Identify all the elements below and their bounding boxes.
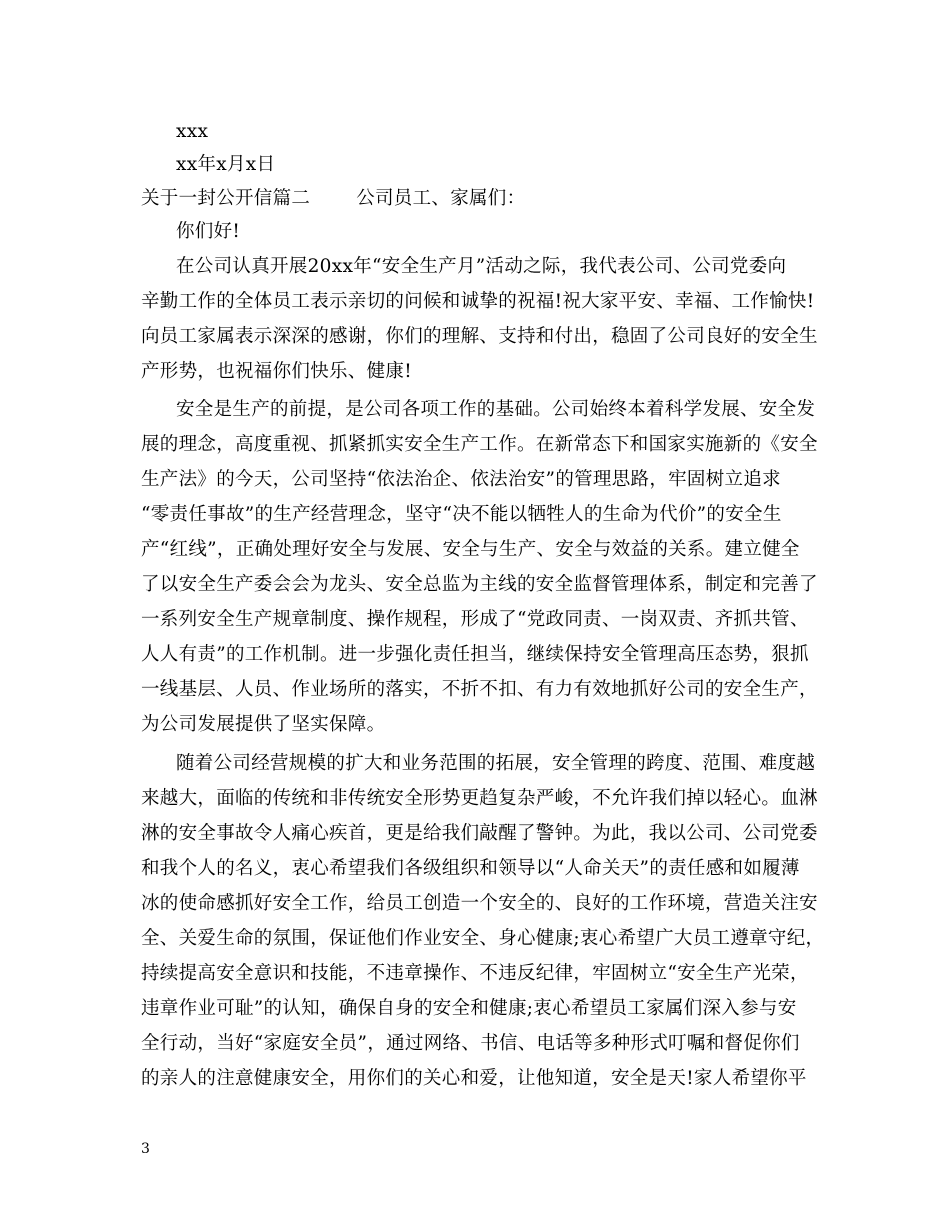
text-line: 产形势，也祝福你们快乐、健康! — [141, 361, 412, 382]
heading-line — [0, 187, 950, 211]
text-line: 产“红线”，正确处理好安全与发展、安全与生产、安全与效益的关系。建立健全 — [141, 539, 800, 560]
text-line: 全行动，当好“家庭安全员”，通过网络、书信、电话等多种形式叮嘱和督促你们 — [141, 1033, 800, 1054]
text-line: 安全是生产的前提，是公司各项工作的基础。公司始终本着科学发展、安全发 — [176, 399, 816, 420]
text-line: 向员工家属表示深深的感谢，你们的理解、支持和付出，稳固了公司良好的安全生 — [141, 326, 818, 347]
text-line: 一系列安全生产规章制度、操作规程，形成了“党政同责、一岗双责、齐抓共管、 — [141, 609, 809, 630]
text-line: 全、关爱生命的氛围，保证他们作业安全、身心健康;衷心希望广大员工遵章守纪， — [141, 928, 825, 949]
greeting: 你们好! — [176, 221, 241, 242]
text-line: 持续提高安全意识和技能，不违章操作、不违反纪律，牢固树立“安全生产光荣， — [141, 963, 809, 984]
text-line: 生产法》的今天，公司坚持“依法治企、依法治安”的管理思路，牢固树立追求 — [141, 469, 781, 490]
text-line: 辛勤工作的全体员工表示亲切的问候和诚挚的祝福!祝大家平安、幸福、工作愉快! — [141, 291, 815, 312]
text-line: “零责任事故”的生产经营理念，坚守“决不能以牺牲人的生命为代价”的安全生 — [141, 504, 782, 525]
text-line: 违章作业可耻”的认知，确保自身的安全和健康;衷心希望员工家属们深入参与安 — [141, 998, 797, 1019]
signature-name: xxx — [176, 121, 209, 142]
text-line: 了以安全生产委会会为龙头、安全总监为主线的安全监督管理体系，制定和完善了 — [141, 574, 818, 595]
text-line: 一线基层、人员、作业场所的落实，不折不扣、有力有效地抓好公司的安全生产， — [141, 679, 818, 700]
page-number: 3 — [141, 1141, 150, 1157]
text-line: 的亲人的注意健康安全，用你们的关心和爱，让他知道，安全是天!家人希望你平 — [141, 1068, 807, 1089]
letter-salutation: 公司员工、家属们： — [356, 188, 526, 209]
letter-title: 关于一封公开信篇二 — [141, 188, 311, 209]
text-line: 在公司认真开展20xx年“安全生产月”活动之际，我代表公司、公司党委向 — [176, 256, 787, 277]
text-line: 和我个人的名义，衷心希望我们各级组织和领导以“人命关天”的责任感和如履薄 — [141, 858, 800, 879]
signature-date: xx年x月x日 — [176, 154, 276, 175]
text-line: 展的理念，高度重视、抓紧抓实安全生产工作。在新常态下和国家实施新的《安全 — [141, 434, 818, 455]
text-line: 人人有责”的工作机制。进一步强化责任担当，继续保持安全管理高压态势，狠抓 — [141, 644, 809, 665]
text-line: 随着公司经营规模的扩大和业务范围的拓展，安全管理的跨度、范围、难度越 — [176, 753, 816, 774]
text-line: 为公司发展提供了坚实保障。 — [141, 714, 386, 735]
text-line: 淋的安全事故令人痛心疾首，更是给我们敲醒了警钟。为此，我以公司、公司党委 — [141, 823, 818, 844]
text-line: 来越大，面临的传统和非传统安全形势更趋复杂严峻，不允许我们掉以轻心。血淋 — [141, 788, 818, 809]
text-line: 冰的使命感抓好安全工作，给员工创造一个安全的、良好的工作环境，营造关注安 — [141, 893, 818, 914]
